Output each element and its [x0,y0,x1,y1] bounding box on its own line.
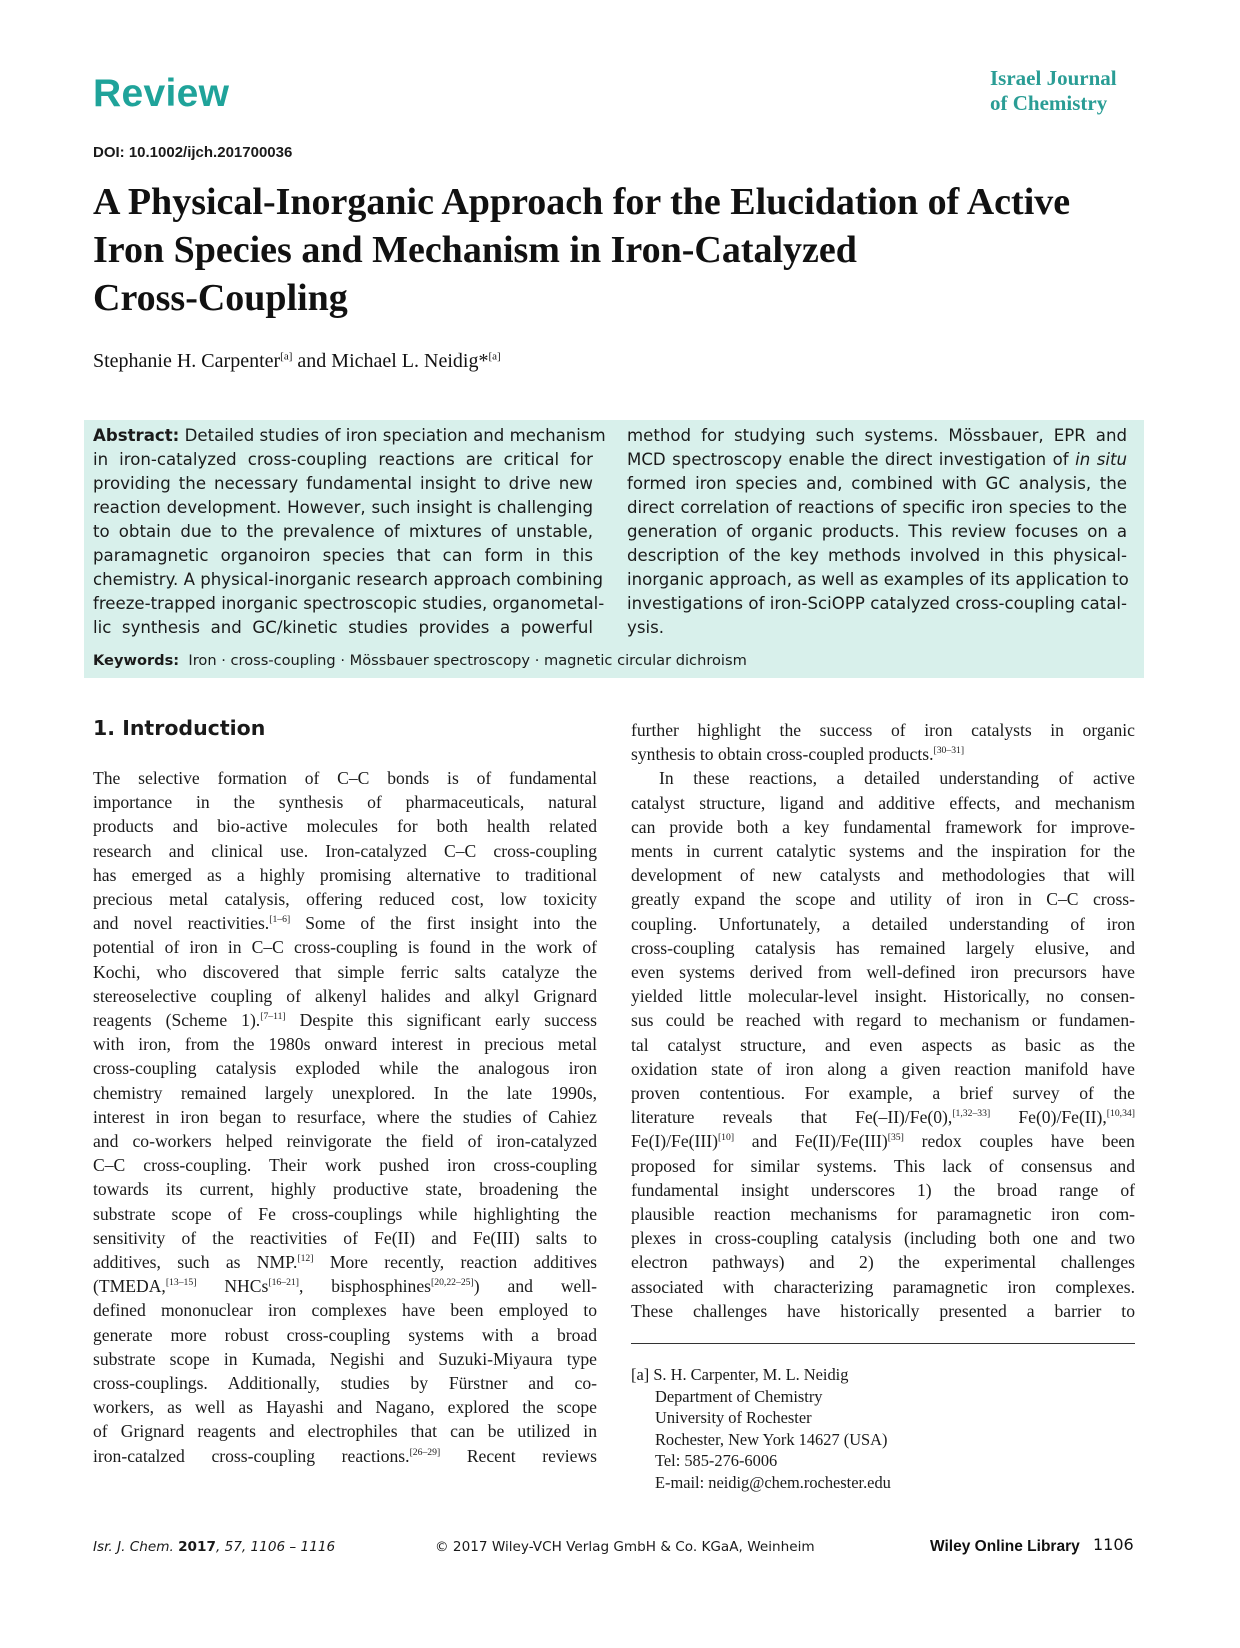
body-line: research and clinical use. Iron-catalyzed C–C cross-coupling [93,840,597,861]
citation[interactable]: [1–6] [269,914,291,926]
author-conjunction: and [292,350,332,372]
journal-name-line1: Israel Journal [990,66,1117,90]
body-line: synthesis to obtain cross-coupled products.[30–31] [631,744,965,765]
body-line: coupling. Unfortunately, a detailed understanding of iron [631,913,1135,934]
body-line: reagents (Scheme 1).[7–11] Despite this significant early success [93,1010,597,1031]
citation[interactable]: [1,32–33] [952,1108,991,1120]
citation[interactable]: [10,34] [1106,1108,1135,1120]
abstract-line: paramagnetic organoiron species that can form in this [93,546,593,565]
body-line: greatly expand the scope and utility of iron in C–C cross- [631,889,1135,910]
footnote-line: [a] S. H. Carpenter, M. L. Neidig [631,1365,849,1384]
body-line: plexes in cross-coupling catalysis (including both one and two [631,1228,1135,1249]
body-line: oxidation state of iron along a given reaction manifold have [631,1058,1135,1079]
abstract-line: providing the necessary fundamental insight to drive new [93,474,593,493]
body-line: potential of iron in C–C cross-coupling is found in the work of [93,937,597,958]
body-line: stereoselective coupling of alkenyl halides and alkyl Grignard [93,985,597,1006]
publisher-brand[interactable]: Wiley Online Library [930,1538,1080,1555]
body-line: importance in the synthesis of pharmaceuticals, natural [93,792,597,813]
body-line: yielded little molecular-level insight. Historically, no consen- [631,986,1135,1007]
body-line: ments in current catalytic systems and the inspiration for the [631,841,1135,862]
author-name: Michael L. Neidig* [331,350,489,372]
body-line: workers, as well as Hayashi and Nagano, explored the scope [93,1397,597,1418]
body-line: has emerged as a highly promising alternative to traditional [93,864,597,885]
body-line: substrate scope of Fe cross-couplings while highlighting the [93,1203,597,1224]
body-line: fundamental insight underscores 1) the broad range of [631,1179,1135,1200]
body-line: chemistry remained largely unexplored. In the late 1990s, [93,1082,597,1103]
body-line: further highlight the success of iron catalysts in organic [631,720,1135,740]
abstract-line: description of the key methods involved in this physical- [627,546,1127,565]
abstract-line: in iron-catalyzed cross-coupling reactions are critical for [93,450,593,469]
abstract-line: generation of organic products. This review focuses on a [627,522,1127,541]
keywords-text: Iron · cross-coupling · Mössbauer spectroscopy · magnetic circular dichroism [188,652,747,669]
body-left-column [93,766,597,1468]
page-number: 1106 [1093,1535,1134,1554]
footnote-line: Tel: 585-276-6006 [655,1451,778,1470]
body-line: In these reactions, a detailed understanding of active [659,768,1135,789]
keywords [93,652,747,669]
title-line: Iron Species and Mechanism in Iron-Catalyzed [93,229,857,271]
abstract-line: inorganic approach, as well as examples of its application to [627,570,1129,589]
abstract-line: investigations of iron-SciOPP catalyzed cross-coupling catal- [627,594,1127,613]
body-line: These challenges have historically presented a barrier to [631,1300,1135,1321]
citation[interactable]: [30–31] [933,745,965,757]
body-line: cross-couplings. Additionally, studies by Fürstner and co- [93,1373,597,1394]
body-line: catalyst structure, ligand and additive effects, and mechanism [631,792,1135,813]
abstract-line: method for studying such systems. Mössbauer, EPR and [627,426,1127,445]
section-label: Review [93,72,230,115]
footnote-divider [631,1343,1135,1344]
body-line: defined mononuclear iron complexes have been employed to [93,1300,597,1321]
title-line: Cross-Coupling [93,277,348,319]
footnote-marker: [a] [631,1365,650,1384]
body-line: plausible reaction mechanisms for paramagnetic iron com- [631,1204,1135,1225]
body-line: interest in iron began to resurface, where the studies of Cahiez [93,1106,597,1127]
journal-name-line2: of Chemistry [990,91,1108,115]
body-line: even systems derived from well-defined iron precursors have [631,962,1135,983]
footnote-email[interactable]: E-mail: neidig@chem.rochester.edu [655,1472,891,1492]
body-line: iron-catalzed cross-coupling reactions.[26–29] Recent reviews [93,1445,597,1466]
abstract-line: lic synthesis and GC/kinetic studies provides a powerful [93,618,593,637]
citation[interactable]: [12] [297,1253,314,1265]
citation[interactable]: [13–15] [165,1277,197,1289]
body-line: and co-workers helped reinvigorate the field of iron-catalyzed [93,1131,597,1152]
citation[interactable]: [26–29] [409,1446,441,1458]
journal-name [990,66,1140,116]
body-line: sus could be reached with regard to mechanism or fundamen- [631,1010,1135,1031]
author-list [93,350,501,373]
title-line: A Physical-Inorganic Approach for the Elucidation of Active [93,181,1071,223]
affiliation-marker: [a] [280,350,293,363]
abstract-label: Abstract: [93,426,180,445]
citation[interactable]: [10] [717,1132,735,1144]
body-line: associated with characterizing paramagnetic iron complexes. [631,1276,1135,1297]
body-line: generate more robust cross-coupling systems with a broad [93,1324,597,1345]
abstract-left-column [93,424,606,640]
body-line: precious metal catalysis, offering reduced cost, low toxicity [93,889,597,910]
body-line: sensitivity of the reactivities of Fe(II) and Fe(III) salts to [93,1227,597,1248]
in-situ-term: in situ [1075,450,1127,469]
body-right-column [631,718,1135,1323]
body-line: tal catalyst structure, and even aspects as basic as the [631,1034,1135,1055]
body-line: with iron, from the 1980s onward interest in precious metal [93,1034,597,1055]
footnote-line: Department of Chemistry [655,1386,823,1406]
abstract-line: freeze-trapped inorganic spectroscopic studies, organometal- [93,594,605,613]
abstract-line: ysis. [627,618,664,637]
body-line: towards its current, highly productive state, broadening the [93,1179,597,1200]
keywords-label: Keywords: [93,652,180,669]
doi[interactable]: DOI: 10.1002/ijch.201700036 [93,144,293,161]
affiliation-footnote [631,1364,891,1493]
abstract-line: Abstract: Detailed studies of iron speciation and mechanism [93,426,606,445]
abstract-line: chemistry. A physical-inorganic research approach combining [93,570,604,589]
body-line: proven contentious. For example, a brief survey of the [631,1083,1135,1104]
citation[interactable]: [16–21] [268,1277,299,1289]
body-line: Fe(I)/Fe(III)[10] and Fe(II)/Fe(III)[35] redox couples have been [631,1131,1135,1152]
footnote-line: Rochester, New York 14627 (USA) [655,1429,888,1449]
author-name: Stephanie H. Carpenter [93,350,281,372]
abstract-line: direct correlation of reactions of specific iron species to the [627,498,1127,517]
body-line: additives, such as NMP.[12] More recently, reaction additives [93,1252,597,1273]
body-line: (TMEDA,[13–15] NHCs[16–21], bisphosphines[20,22–25]) and well- [93,1276,597,1297]
body-line: substrate scope in Kumada, Negishi and Suzuki-Miyaura type [93,1348,597,1369]
body-line: products and bio-active molecules for both health related [93,816,597,837]
abstract-right-column [627,424,1127,640]
copyright: © 2017 Wiley-VCH Verlag GmbH & Co. KGaA, Weinheim [435,1539,815,1555]
body-line: Kochi, who discovered that simple ferric salts catalyze the [93,961,597,982]
article-title [93,178,1153,322]
citation-footer: Isr. J. Chem. 2017, 57, 1106 – 1116 [93,1539,336,1555]
body-line: electron pathways) and 2) the experimental challenges [631,1252,1135,1273]
body-line: development of new catalysts and methodologies that will [631,865,1135,886]
body-line: of Grignard reagents and electrophiles that can be utilized in [93,1421,597,1442]
citation[interactable]: [20,22–25] [431,1277,474,1289]
body-line: proposed for similar systems. This lack of consensus and [631,1155,1135,1176]
body-line: cross-coupling catalysis exploded while the analogous iron [93,1058,597,1079]
body-line: literature reveals that Fe(–II)/Fe(0),[1,32–33] Fe(0)/Fe(II),[10,34] [631,1107,1135,1128]
body-line: C–C cross-coupling. Their work pushed iron cross-coupling [93,1155,597,1176]
abstract-line: MCD spectroscopy enable the direct investigation of in situ [627,450,1127,469]
body-line: cross-coupling catalysis has remained largely elusive, and [631,937,1135,958]
body-line: and novel reactivities.[1–6] Some of the first insight into the [93,913,597,934]
abstract-line: reaction development. However, such insight is challenging [93,498,593,517]
affiliation-marker: [a] [488,350,501,363]
abstract-line: to obtain due to the prevalence of mixtures of unstable, [93,522,593,541]
citation[interactable]: [7–11] [260,1011,286,1023]
section-heading: 1. Introduction [93,716,266,740]
body-line: can provide both a key fundamental framework for improve- [631,816,1135,837]
footnote-line: University of Rochester [655,1408,812,1427]
citation[interactable]: [35] [887,1132,904,1144]
body-line: The selective formation of C–C bonds is of fundamental [93,768,597,788]
abstract-line: formed iron species and, combined with GC analysis, the [627,474,1127,493]
